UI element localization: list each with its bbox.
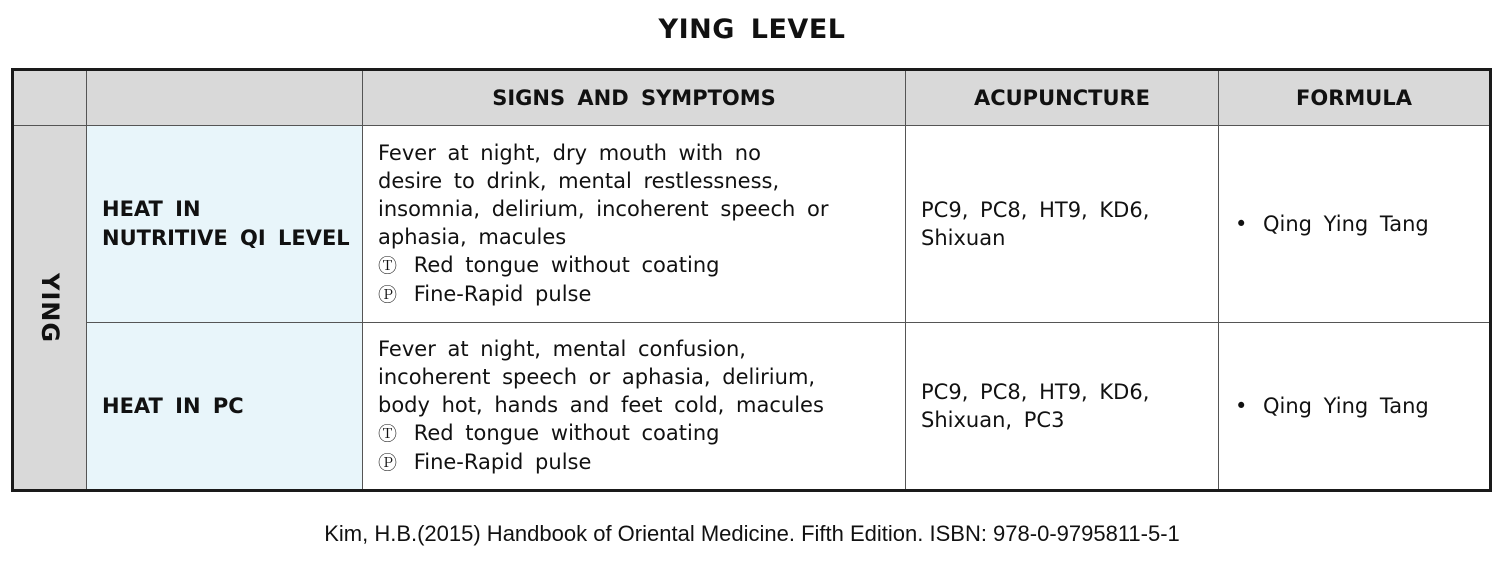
signs-line: body hot, hands and feet cold, macules: [378, 393, 824, 417]
acupuncture-line: Shixuan, PC3: [921, 408, 1065, 432]
pulse-symbol-icon: Ⓟ: [378, 452, 398, 474]
header-row: [13, 70, 1491, 126]
citation: Kim, H.B.(2015) Handbook of Oriental Medicine. Fifth Edition. ISBN: 978-0-9795811-5-1: [324, 521, 1180, 546]
formula-text: Qing Ying Tang: [1263, 212, 1429, 236]
acupuncture-line: PC9, PC8, HT9, KD6,: [921, 198, 1150, 222]
tongue-text: Red tongue without coating: [413, 253, 720, 277]
bullet-icon: •: [1235, 212, 1248, 236]
formula-cell: [1219, 323, 1491, 491]
header-signs-and-symptoms: SIGNS AND SYMPTOMS: [363, 70, 906, 126]
pulse-line: [378, 280, 897, 309]
table-row: [13, 323, 1491, 491]
pattern-line: HEAT IN: [102, 197, 201, 221]
tongue-line: [378, 251, 897, 280]
signs-line: incoherent speech or aphasia, delirium,: [378, 365, 816, 389]
page-title: YING LEVEL: [658, 14, 846, 45]
header-acupuncture: ACUPUNCTURE: [906, 70, 1219, 126]
formula-text: Qing Ying Tang: [1263, 394, 1429, 418]
table-row: [13, 126, 1491, 323]
tongue-line: [378, 419, 897, 448]
group-label: YING: [36, 272, 64, 343]
header-group: [13, 70, 87, 126]
tongue-text: Red tongue without coating: [413, 421, 720, 445]
formula-cell: [1219, 126, 1491, 323]
acupuncture-cell: [906, 323, 1219, 491]
bullet-icon: •: [1235, 394, 1248, 418]
header-formula: FORMULA: [1219, 70, 1491, 126]
pattern-line: NUTRITIVE QI LEVEL: [102, 226, 350, 250]
acupuncture-line: PC9, PC8, HT9, KD6,: [921, 380, 1150, 404]
signs-line: insomnia, delirium, incoherent speech or: [378, 197, 829, 221]
signs-line: Fever at night, mental confusion,: [378, 337, 746, 361]
ying-level-table: [11, 68, 1492, 492]
group-cell: [13, 126, 87, 491]
pulse-text: Fine-Rapid pulse: [413, 282, 592, 306]
pulse-text: Fine-Rapid pulse: [413, 450, 592, 474]
signs-cell: [363, 126, 906, 323]
pattern-cell: [87, 126, 363, 323]
signs-line: Fever at night, dry mouth with no: [378, 141, 761, 165]
signs-cell: [363, 323, 906, 491]
acupuncture-line: Shixuan: [921, 226, 1006, 250]
signs-line: desire to drink, mental restlessness,: [378, 169, 780, 193]
acupuncture-cell: [906, 126, 1219, 323]
pulse-symbol-icon: Ⓟ: [378, 284, 398, 306]
pulse-line: [378, 448, 897, 477]
tongue-symbol-icon: Ⓣ: [378, 255, 398, 277]
pattern-cell: [87, 323, 363, 491]
signs-line: aphasia, macules: [378, 225, 567, 249]
tongue-symbol-icon: Ⓣ: [378, 423, 398, 445]
header-pattern: [87, 70, 363, 126]
pattern-line: HEAT IN PC: [102, 393, 244, 418]
